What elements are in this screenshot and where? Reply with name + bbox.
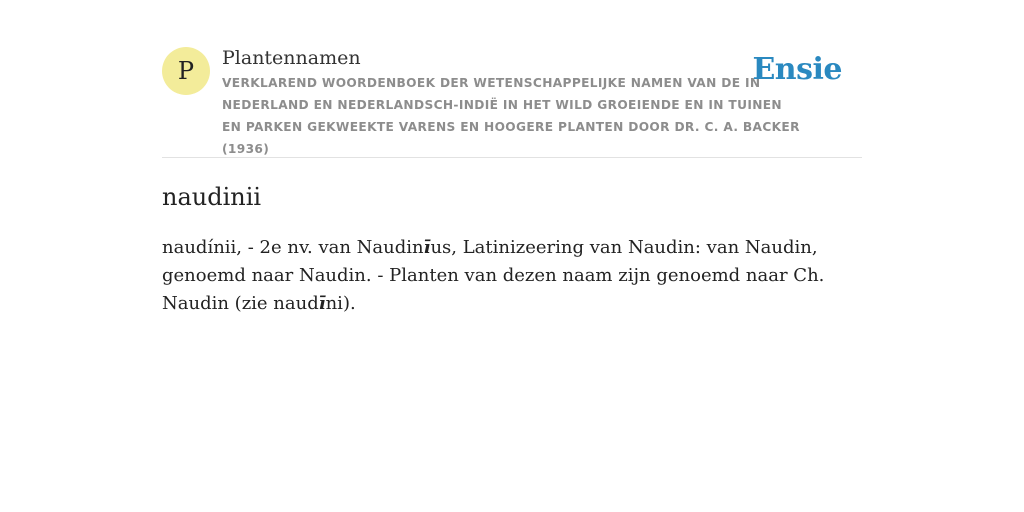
entry-body-text: us, Latinizeering van Naudin: van Naudin, genoemd naar Naudin. - Planten van dezen naam zijn genoemd naar Ch. Naudin (zie naud: [162, 237, 825, 314]
book-title-link[interactable]: Plantennamen: [222, 47, 361, 69]
header: [162, 44, 862, 157]
book-avatar[interactable]: P: [162, 47, 210, 95]
ensie-logo[interactable]: Ensie: [752, 52, 842, 87]
entry-body-text: ni).: [325, 293, 356, 314]
entry-body-text: naudínii, - 2e nv. van Naudin: [162, 237, 424, 258]
book-subtitle: VERKLAREND WOORDENBOEK DER WETENSCHAPPELIJKE NAMEN VAN DE IN NEDERLAND EN NEDERLANDSCH-INDIË IN HET WILD GROEIENDE EN IN TUINEN EN PARKEN GEKWEEKTE VARENS EN HOOGERE PLANTEN DOOR DR. C. A. BACKER (1936): [222, 76, 800, 156]
entry-title: naudinii: [162, 183, 262, 211]
entry-body-marked-letter: ī: [318, 293, 326, 314]
divider: [162, 157, 862, 158]
entry-body-marked-letter: ī: [423, 237, 431, 258]
entry-body: [162, 234, 862, 318]
